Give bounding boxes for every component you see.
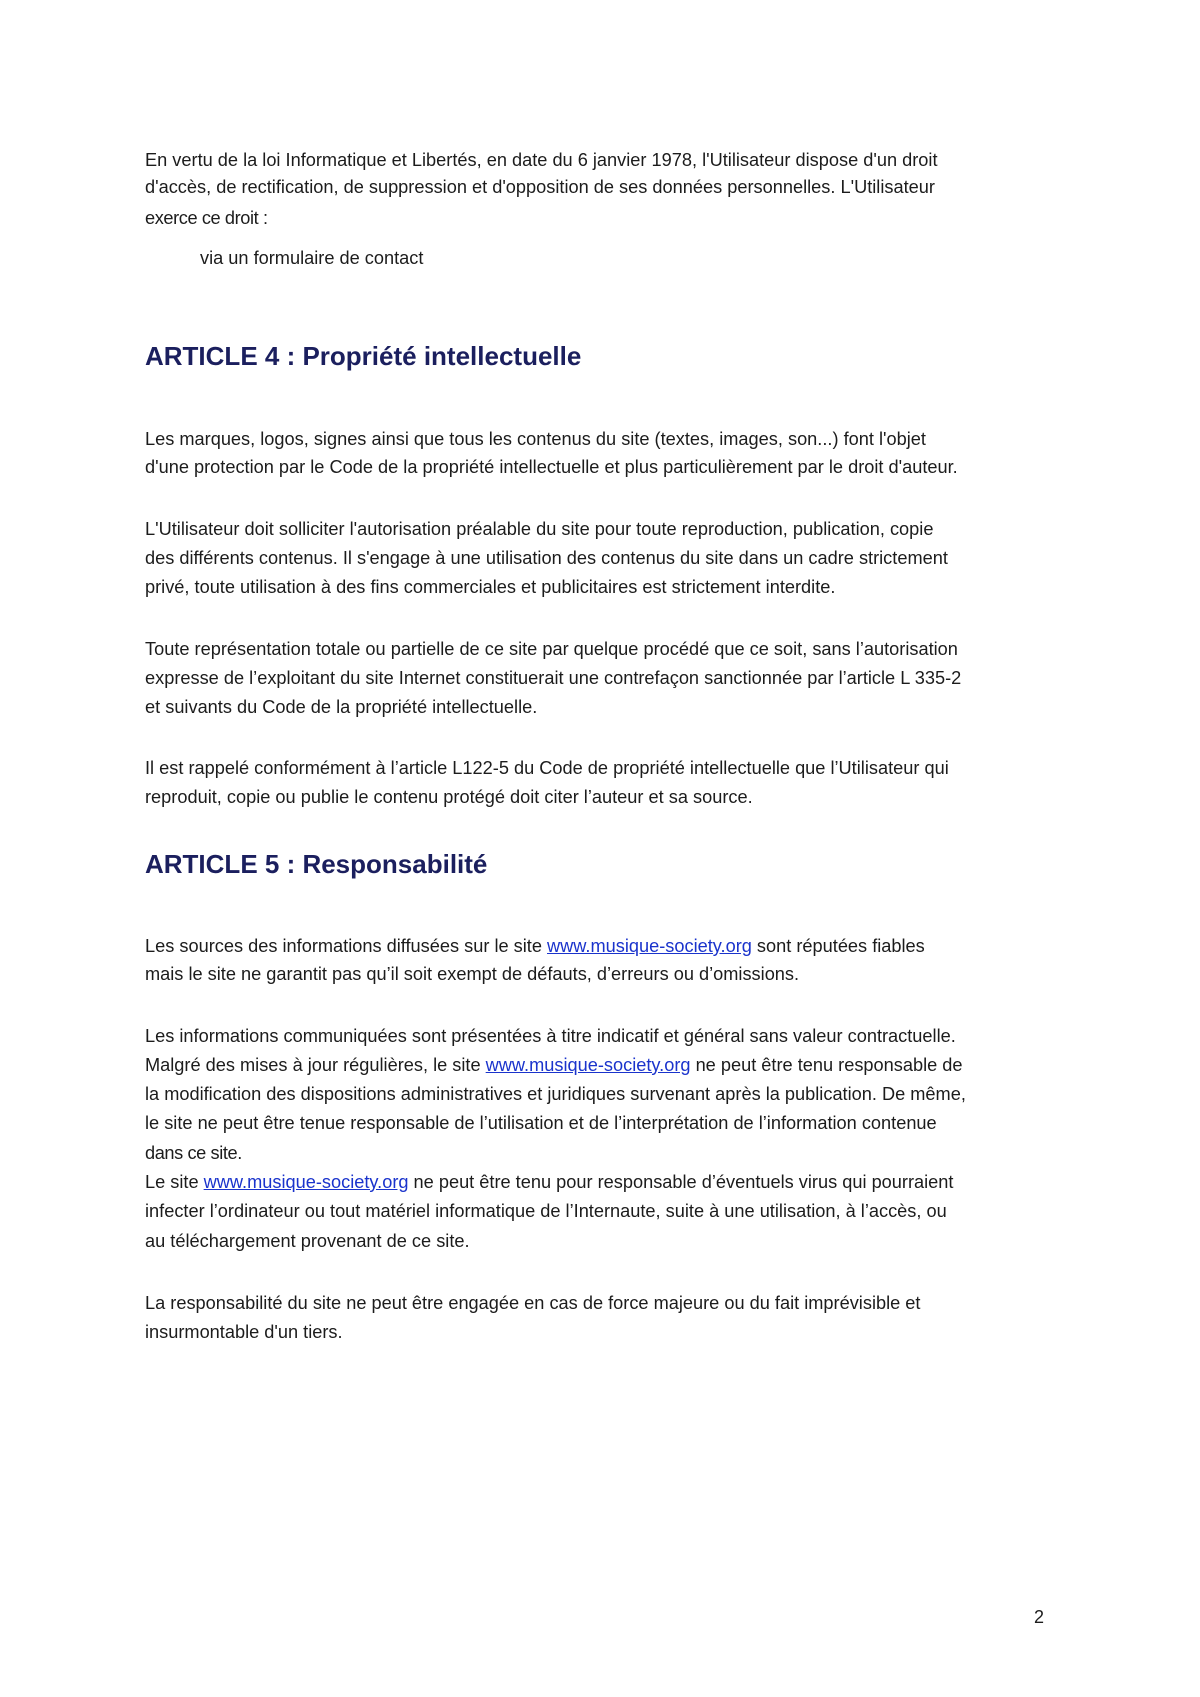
site-link[interactable]: www.musique-society.org [485, 1055, 691, 1075]
intro-line-1: En vertu de la loi Informatique et Libertés, en date du 6 janvier 1978, l'Utilisateur dispose d'un droit [145, 150, 938, 170]
a5-p1-line-1 [145, 935, 925, 957]
a5-p2-line-6 [145, 1171, 953, 1193]
intro-line-3: exerce ce droit : [145, 208, 268, 228]
a4-p3-line-1: Toute représentation totale ou partielle de ce site par quelque procédé que ce soit, sans l’autorisation [145, 639, 958, 659]
article-5-heading: ARTICLE 5 : Responsabilité [145, 849, 488, 879]
a4-p2-line-1: L'Utilisateur doit solliciter l'autorisation préalable du site pour toute reproduction, publication, copie [145, 519, 934, 539]
a5-p2-line-5: dans ce site. [145, 1143, 242, 1163]
a4-p1-line-1: Les marques, logos, signes ainsi que tous les contenus du site (textes, images, son...) font l'objet [145, 429, 926, 449]
a5-p2-line-2 [145, 1054, 963, 1076]
a5-p2-l6-after: ne peut être tenu pour responsable d’éventuels virus qui pourraient [408, 1172, 954, 1192]
a5-p1-text-after: sont réputées fiables [751, 936, 925, 956]
a4-p3-line-3: et suivants du Code de la propriété intellectuelle. [145, 697, 538, 717]
a5-p1-text-before: Les sources des informations diffusées sur le site [145, 936, 548, 956]
a4-p3-line-2: expresse de l’exploitant du site Internet constituerait une contrefaçon sanctionnée par l’article L 335-2 [145, 668, 962, 688]
a5-p2-line-7: infecter l’ordinateur ou tout matériel informatique de l’Internaute, suite à une utilisation, à l’accès, ou [145, 1201, 947, 1221]
a4-p2-line-3: privé, toute utilisation à des fins commerciales et publicitaires est strictement interdite. [145, 577, 836, 597]
a5-p2-line-3: la modification des dispositions administratives et juridiques survenant après la publication. De même, [145, 1084, 966, 1104]
a4-p2-line-2: des différents contenus. Il s'engage à une utilisation des contenus du site dans un cadre strictement [145, 548, 948, 568]
intro-line-2: d'accès, de rectification, de suppression et d'opposition de ses données personnelles. L'Utilisateur [145, 177, 935, 197]
a5-p2-line-1: Les informations communiquées sont présentées à titre indicatif et général sans valeur contractuelle. [145, 1026, 956, 1046]
intro-contact-item: via un formulaire de contact [200, 248, 424, 268]
page-number: 2 [1034, 1607, 1045, 1627]
a5-p2-line-8: au téléchargement provenant de ce site. [145, 1231, 470, 1251]
a5-p3-line-1: La responsabilité du site ne peut être engagée en cas de force majeure ou du fait imprévisible et [145, 1293, 921, 1313]
a5-p2-line-4: le site ne peut être tenue responsable de l’utilisation et de l’interprétation de l’information contenue [145, 1113, 937, 1133]
a5-p2-l6-before: Le site [145, 1172, 204, 1192]
article-4-heading: ARTICLE 4 : Propriété intellectuelle [145, 341, 582, 371]
a5-p2-text-before: Malgré des mises à jour régulières, le site [145, 1055, 486, 1075]
a5-p1-line-2: mais le site ne garantit pas qu’il soit exempt de défauts, d’erreurs ou d’omissions. [145, 964, 800, 984]
a4-p4-line-2: reproduit, copie ou publie le contenu protégé doit citer l’auteur et sa source. [145, 787, 753, 807]
a4-p4-line-1: Il est rappelé conformément à l’article L122-5 du Code de propriété intellectuelle que l’Utilisateur qui [145, 758, 949, 778]
a4-p1-line-2: d'une protection par le Code de la propriété intellectuelle et plus particulièrement par le droit d'auteur. [145, 457, 958, 477]
a5-p2-text-after: ne peut être tenu responsable de [690, 1055, 963, 1075]
site-link[interactable]: www.musique-society.org [203, 1172, 409, 1192]
a5-p3-line-2: insurmontable d'un tiers. [145, 1322, 343, 1342]
site-link[interactable]: www.musique-society.org [547, 936, 752, 956]
